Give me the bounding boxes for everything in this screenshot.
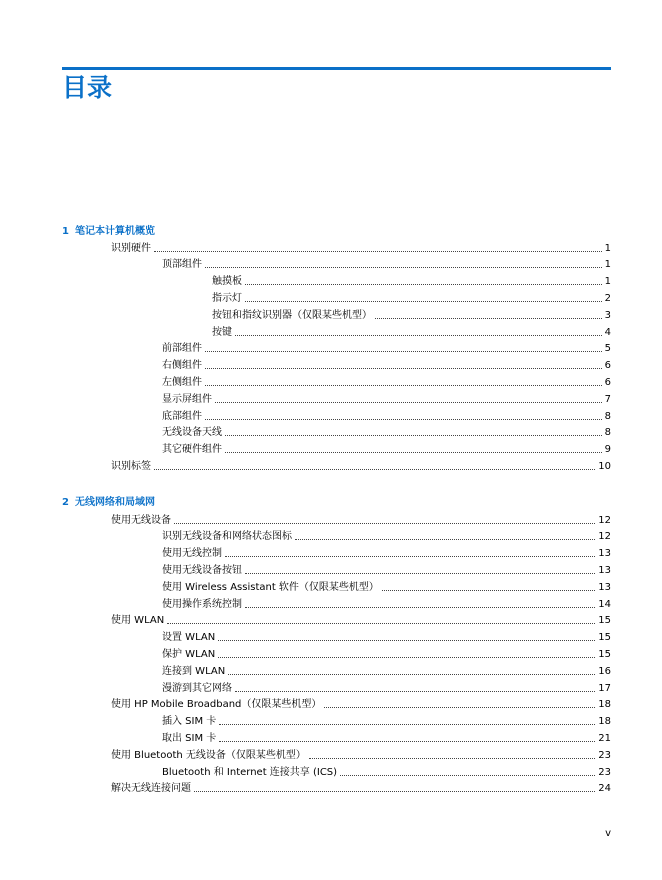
dot-leader — [174, 523, 595, 524]
toc-entry-label: 使用无线设备 — [111, 515, 171, 526]
toc-entry-label: 使用 Wireless Assistant 软件（仅限某些机型） — [162, 582, 379, 593]
toc-entry-page: 8 — [604, 427, 611, 438]
toc-entry-label: 识别无线设备和网络状态图标 — [162, 531, 292, 542]
toc-entry-page: 17 — [598, 683, 611, 694]
toc-entry-label: 前部组件 — [162, 343, 202, 354]
toc-entry-label: 顶部组件 — [162, 259, 202, 270]
toc-entry[interactable] — [162, 393, 611, 406]
toc-entry-page: 13 — [598, 548, 611, 559]
toc-entry[interactable] — [212, 292, 611, 305]
dot-leader — [235, 335, 602, 336]
toc-entry[interactable] — [162, 564, 611, 577]
toc-entry-label: 连接到 WLAN — [162, 666, 226, 677]
toc-entry-label: 识别硬件 — [111, 243, 151, 254]
dot-leader — [225, 452, 602, 453]
dot-leader — [154, 251, 602, 252]
toc-entry-page: 5 — [604, 343, 611, 354]
toc-entry[interactable] — [162, 426, 611, 439]
chapter-number: 2 — [62, 497, 69, 508]
dot-leader — [205, 368, 602, 369]
toc-entry[interactable] — [212, 326, 611, 339]
dot-leader — [340, 775, 595, 776]
dot-leader — [324, 707, 595, 708]
toc-entry-page: 12 — [598, 531, 611, 542]
toc-entry[interactable] — [162, 581, 611, 594]
dot-leader — [382, 590, 595, 591]
toc-entry-page: 15 — [598, 649, 611, 660]
toc-entry[interactable] — [162, 766, 611, 779]
chapter-heading[interactable] — [62, 225, 155, 238]
toc-entry[interactable] — [111, 698, 611, 711]
toc-entry[interactable] — [162, 598, 611, 611]
toc-entry-label: 使用 Bluetooth 无线设备（仅限某些机型） — [111, 750, 306, 761]
toc-entry[interactable] — [162, 530, 611, 543]
toc-entry[interactable] — [162, 410, 611, 423]
toc-entry-label: 其它硬件组件 — [162, 444, 222, 455]
toc-entry-page: 13 — [598, 582, 611, 593]
toc-entry[interactable] — [162, 342, 611, 355]
page-title: 目录 — [62, 73, 113, 102]
toc-entry[interactable] — [111, 749, 611, 762]
dot-leader — [309, 758, 595, 759]
toc-entry-page: 6 — [604, 360, 611, 371]
toc-entry-label: 按键 — [212, 327, 232, 338]
dot-leader — [225, 435, 602, 436]
toc-entry-label: 使用无线设备按钮 — [162, 565, 242, 576]
toc-entry-page: 7 — [604, 394, 611, 405]
dot-leader — [218, 640, 595, 641]
toc-entry-page: 15 — [598, 632, 611, 643]
toc-entry[interactable] — [162, 547, 611, 560]
toc-entry[interactable] — [111, 782, 611, 795]
toc-entry[interactable] — [162, 648, 611, 661]
toc-entry-label: 漫游到其它网络 — [162, 683, 232, 694]
toc-entry-label: 使用 WLAN — [111, 615, 165, 626]
chapter-title: 无线网络和局域网 — [75, 497, 155, 508]
toc-entry-page: 23 — [598, 750, 611, 761]
toc-entry-label: 保护 WLAN — [162, 649, 216, 660]
toc-entry-label: 显示屏组件 — [162, 394, 212, 405]
dot-leader — [235, 691, 595, 692]
toc-entry-label: 使用操作系统控制 — [162, 599, 242, 610]
toc-entry[interactable] — [111, 242, 611, 255]
toc-entry[interactable] — [212, 275, 611, 288]
toc-entry[interactable] — [162, 258, 611, 271]
toc-entry-page: 3 — [604, 310, 611, 321]
toc-entry-page: 15 — [598, 615, 611, 626]
dot-leader — [295, 539, 595, 540]
toc-entry-label: 触摸板 — [212, 276, 242, 287]
toc-entry[interactable] — [162, 732, 611, 745]
toc-entry-page: 24 — [598, 783, 611, 794]
dot-leader — [245, 284, 602, 285]
dot-leader — [215, 402, 602, 403]
dot-leader — [154, 469, 595, 470]
dot-leader — [205, 419, 602, 420]
dot-leader — [218, 657, 595, 658]
toc-entry-label: 指示灯 — [212, 293, 242, 304]
toc-entry[interactable] — [162, 715, 611, 728]
toc-entry-page: 23 — [598, 767, 611, 778]
toc-entry-page: 9 — [604, 444, 611, 455]
toc-entry[interactable] — [162, 631, 611, 644]
chapter-title: 笔记本计算机概览 — [75, 226, 155, 237]
dot-leader — [375, 318, 602, 319]
chapter-heading[interactable] — [62, 496, 155, 509]
toc-entry-page: 18 — [598, 716, 611, 727]
toc-entry-page: 4 — [604, 327, 611, 338]
toc-entry[interactable] — [111, 460, 611, 473]
toc-entry-page: 14 — [598, 599, 611, 610]
toc-entry-label: 解决无线连接问题 — [111, 783, 191, 794]
toc-entry-label: 取出 SIM 卡 — [162, 733, 217, 744]
toc-entry-label: 右侧组件 — [162, 360, 202, 371]
toc-entry-label: 按钮和指纹识别器（仅限某些机型） — [212, 310, 372, 321]
dot-leader — [245, 573, 595, 574]
toc-entry-label: Bluetooth 和 Internet 连接共享 (ICS) — [162, 767, 338, 778]
toc-entry-label: 设置 WLAN — [162, 632, 216, 643]
dot-leader — [167, 623, 595, 624]
toc-entry-page: 1 — [604, 259, 611, 270]
dot-leader — [245, 607, 595, 608]
toc-entry[interactable] — [162, 376, 611, 389]
dot-leader — [228, 674, 595, 675]
dot-leader — [205, 385, 602, 386]
toc-entry-page: 2 — [604, 293, 611, 304]
dot-leader — [194, 791, 595, 792]
toc-entry-page: 13 — [598, 565, 611, 576]
title-rule — [62, 67, 611, 70]
page-number: v — [605, 828, 611, 839]
toc-entry-label: 使用无线控制 — [162, 548, 222, 559]
toc-entry-page: 10 — [598, 461, 611, 472]
dot-leader — [205, 267, 602, 268]
toc-entry-page: 12 — [598, 515, 611, 526]
toc-entry-label: 底部组件 — [162, 411, 202, 422]
toc-entry-page: 18 — [598, 699, 611, 710]
toc-entry-page: 16 — [598, 666, 611, 677]
toc-entry-label: 识别标签 — [111, 461, 151, 472]
toc-entry-page: 6 — [604, 377, 611, 388]
toc-entry[interactable] — [212, 309, 611, 322]
toc-entry-page: 8 — [604, 411, 611, 422]
toc-entry-label: 左侧组件 — [162, 377, 202, 388]
chapter-number: 1 — [62, 226, 69, 237]
toc-entry[interactable] — [111, 514, 611, 527]
dot-leader — [205, 351, 602, 352]
toc-entry-page: 21 — [598, 733, 611, 744]
toc-entry-label: 使用 HP Mobile Broadband（仅限某些机型） — [111, 699, 322, 710]
toc-entry[interactable] — [162, 443, 611, 456]
toc-entry-label: 无线设备天线 — [162, 427, 222, 438]
toc-entry-page: 1 — [604, 276, 611, 287]
dot-leader — [219, 724, 595, 725]
toc-entry[interactable] — [111, 614, 611, 627]
toc-entry-page: 1 — [604, 243, 611, 254]
dot-leader — [225, 556, 595, 557]
toc-entry[interactable] — [162, 682, 611, 695]
dot-leader — [245, 301, 602, 302]
toc-entry[interactable] — [162, 359, 611, 372]
toc-entry-label: 插入 SIM 卡 — [162, 716, 217, 727]
dot-leader — [219, 741, 595, 742]
toc-entry[interactable] — [162, 665, 611, 678]
